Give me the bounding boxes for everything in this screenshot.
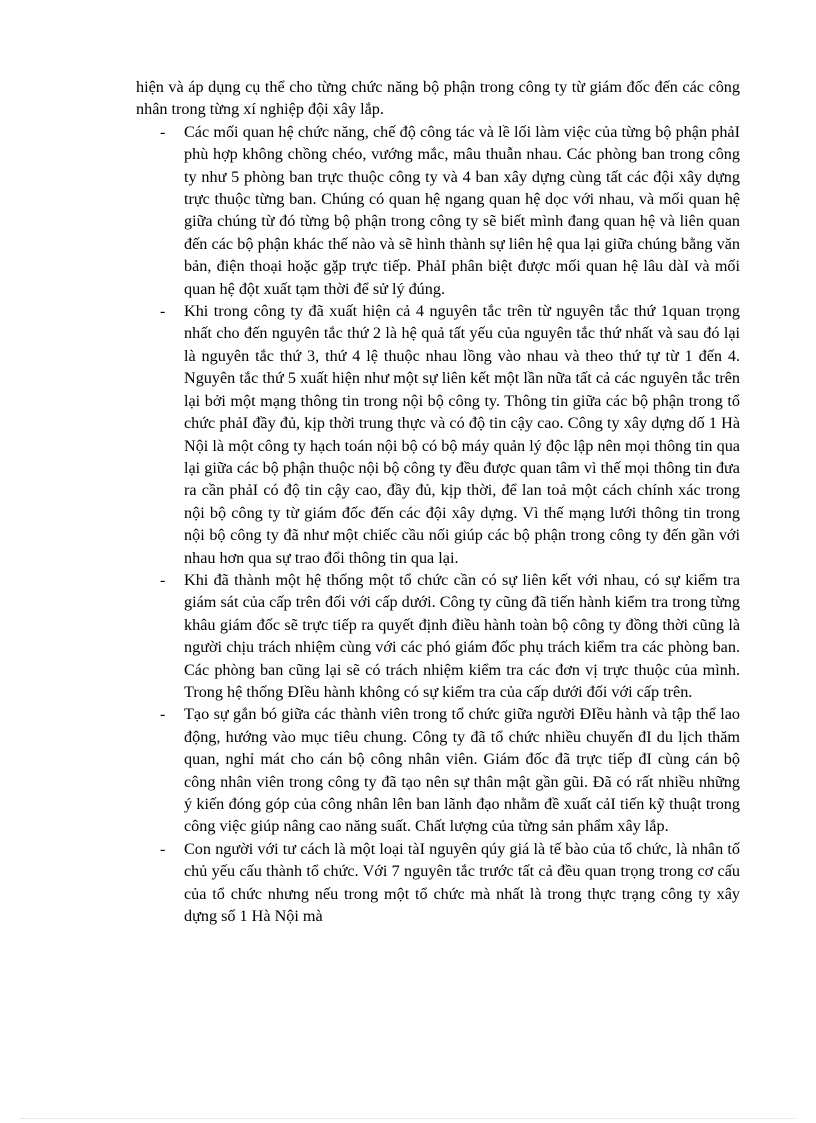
list-item-text: Con người với tư cách là một loại tàI nguyên qúy giá là tế bào của tổ chức, là nhân tố chủ yếu cấu thành tổ chức. Với 7 nguyên tắc trước tất cả đều quan trọng trong cơ cấu của tổ chức nhưng nếu trong một tổ chức mà nhất là trong thực trạng công ty xây dựng số 1 Hà Nội mà (184, 839, 740, 926)
document-page (136, 76, 740, 927)
list-item (136, 300, 740, 569)
list-item-text: Khi đã thành một hệ thống một tổ chức cần có sự liên kết với nhau, có sự kiểm tra giám sát của cấp trên đối với cấp dưới. Công ty cũng đã tiến hành kiểm tra trong từng khâu giám đốc sẽ trực tiếp ra quyết định điều hành toàn bộ công ty đồng thời cũng là người chịu trách nhiệm cùng với các phó giám đốc phụ trách kiểm tra các phòng ban. Các phòng ban cũng lại sẽ có trách nhiệm kiểm tra các đơn vị trực thuộc của mình. Trong hệ thống ĐIều hành không có sự kiểm tra của cấp dưới đối với cấp trên. (184, 570, 740, 701)
list-item (136, 121, 740, 300)
bullet-dash: - (160, 839, 166, 858)
page-bottom-divider (20, 1118, 796, 1119)
bullet-list (136, 121, 740, 928)
list-item (136, 838, 740, 928)
list-item (136, 703, 740, 837)
list-item-text: Tạo sự gắn bó giữa các thành viên trong tổ chức giữa người ĐIều hành và tập thể lao động, hướng vào mục tiêu chung. Công ty đã tổ chức nhiều chuyến đI du lịch thăm quan, nghỉ mát cho cán bộ công nhân viên. Giám đốc đã trực tiếp đI cùng cán bộ công nhân viên trong công ty đã tạo nên sự thân mật gần gũi. Đã có rất nhiều những ý kiến đóng góp của công nhân lên ban lãnh đạo nhằm đề xuất cảI tiến kỹ thuật trong công việc giúp nâng cao năng suất. Chất lượng của từng sản phẩm xây lắp. (184, 705, 740, 836)
list-item-text: Các mối quan hệ chức năng, chế độ công tác và lề lối làm việc của từng bộ phận phảI phù hợp không chồng chéo, vướng mắc, mâu thuẫn nhau. Các phòng ban trong công ty như 5 phòng ban trực thuộc công ty và 4 ban xây dựng cùng tất các đội xây dựng trực thuộc từng ban. Chúng có quan hệ ngang quan hệ dọc với nhau, và mối quan hệ giữa chúng từ đó từng bộ phận trong công ty sẽ biết mình đang quan hệ và liên quan đến các bộ phận khác thế nào và sẽ hình thành sự liên hệ qua lại giữa chúng bằng văn bản, điện thoại hoặc gặp trực tiếp. PhảI phân biệt được mối quan hệ lâu dàI và mối quan hệ đột xuất tạm thời để sử lý đúng. (184, 122, 740, 298)
bullet-dash: - (160, 570, 166, 589)
list-item (136, 569, 740, 703)
bullet-dash: - (160, 122, 166, 141)
bullet-dash: - (160, 705, 166, 724)
list-item-text: Khi trong công ty đã xuất hiện cả 4 nguyên tắc trên từ nguyên tắc thứ 1quan trọng nhất cho đến nguyên tắc thứ 2 là hệ quả tất yếu của nguyên tắc thứ nhất và sau đó lại là nguyên tắc thứ 3, thứ 4 lệ thuộc nhau lồng vào nhau và theo thứ tự từ 1 đến 4. Nguyên tắc thứ 5 xuất hiện như một sự liên kết một lần nữa tất cả các nguyên tắc trên lại bởi một mạng thông tin trong nội bộ công ty. Thông tin giữa các bộ phận trong tổ chức phảI đầy đủ, kịp thời trung thực và có độ tin cậy cao. Công ty xây dựng dố 1 Hà Nội là một công ty hạch toán nội bộ có bộ máy quản lý độc lập nên mọi thông tin qua lại giữa các bộ phận thuộc nội bộ công ty đều được quan tâm vì thế mọi thông tin đưa ra cần phảI có độ tin cậy cao, đầy đủ, kịp thời, để lan toả một cách chính xác trong nội bộ công ty từ giám đốc đến các đội xây dựng. Vì thế mạng lưới thông tin trong nội bộ công ty đã như một chiếc cầu nối giúp các bộ phận trong công ty đến gần với nhau hơn qua sự trao đổi thông tin qua lại. (184, 302, 740, 567)
bullet-dash: - (160, 302, 166, 321)
lead-paragraph: hiện và áp dụng cụ thể cho từng chức năng bộ phận trong công ty từ giám đốc đến các công nhân trong từng xí nghiệp đội xây lắp. (136, 78, 740, 119)
